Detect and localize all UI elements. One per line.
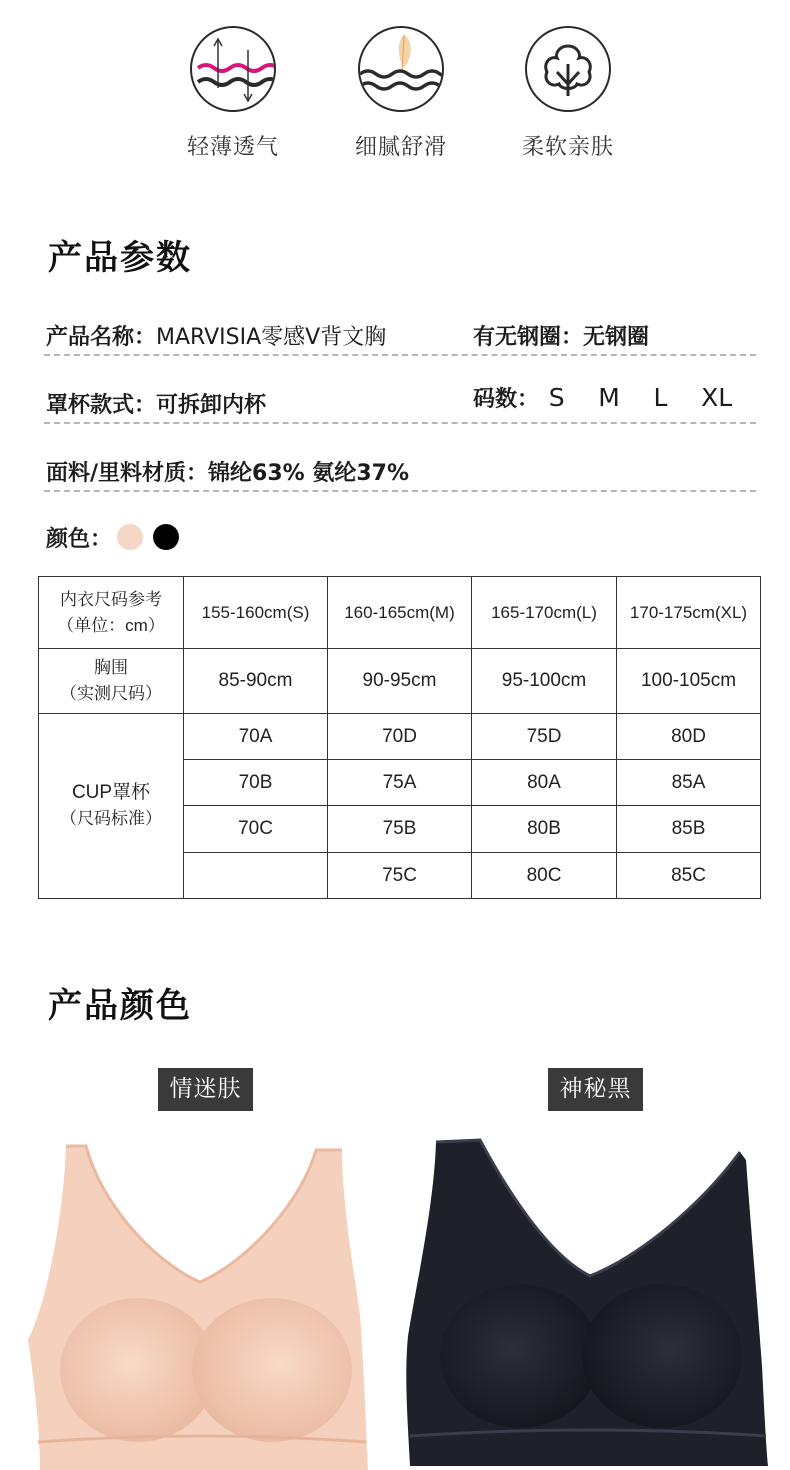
cup-cell: 70D [328, 714, 472, 760]
cup-cell: 75C [328, 853, 472, 899]
header-line: （实测尺码） [60, 684, 162, 703]
header-line: （单位：cm） [57, 615, 165, 635]
breathable-wave-icon [190, 26, 276, 112]
bust-row [39, 649, 761, 714]
cup-style-row [46, 388, 266, 419]
cup-cell: 75D [472, 714, 617, 760]
feature-smooth [336, 26, 466, 161]
skin-bra-image [20, 1140, 400, 1470]
range-cell: 155-160cm(S) [184, 577, 328, 649]
divider [44, 490, 756, 492]
wire-value: 无钢圈 [583, 325, 650, 350]
product-name-value: MARVISIA零感V背文胸 [156, 325, 387, 350]
divider [44, 422, 756, 424]
cup-cell: 85C [617, 853, 761, 899]
size-option: S [548, 383, 565, 412]
size-option: M [598, 383, 620, 412]
divider [44, 354, 756, 356]
cup-cell: 70B [184, 760, 328, 806]
feature-wave-icon [358, 26, 444, 112]
table-header-cell [39, 577, 184, 649]
header-line: CUP罩杯 [71, 782, 151, 803]
wire-label: 有无钢圈： [473, 325, 584, 350]
header-line: 胸围 [94, 658, 128, 677]
color-label: 颜色： [46, 527, 113, 552]
black-bra-image [400, 1136, 780, 1466]
cup-cell [184, 853, 328, 899]
cup-cell: 80D [617, 714, 761, 760]
material-label: 面料/里料材质： [46, 461, 209, 486]
range-cell: 165-170cm(L) [472, 577, 617, 649]
cup-cell: 80C [472, 853, 617, 899]
feature-breathable [168, 26, 298, 161]
material-row [46, 456, 409, 487]
bust-header-cell [39, 649, 184, 714]
bust-cell: 85-90cm [184, 649, 328, 714]
range-cell: 170-175cm(XL) [617, 577, 761, 649]
feature-label: 柔软亲肤 [521, 135, 614, 160]
size-table [38, 576, 761, 899]
bust-cell: 100-105cm [617, 649, 761, 714]
cup-cell: 70A [184, 714, 328, 760]
colors-title: 产品颜色 [48, 986, 192, 1026]
header-line: 内衣尺码参考 [60, 589, 162, 609]
cup-row [39, 714, 761, 760]
feature-label: 轻薄透气 [186, 135, 279, 160]
size-option: L [653, 383, 668, 412]
cup-cell: 75A [328, 760, 472, 806]
color-tag-skin: 情迷肤 [158, 1068, 253, 1111]
wire-row [473, 320, 649, 351]
table-header-row [39, 577, 761, 649]
params-title: 产品参数 [48, 238, 192, 278]
cup-header-cell [39, 714, 184, 899]
cup-cell: 80B [472, 806, 617, 853]
cup-cell: 70C [184, 806, 328, 853]
feature-soft [503, 26, 633, 161]
color-swatch-black[interactable] [153, 524, 179, 550]
cup-cell: 75B [328, 806, 472, 853]
size-option: XL [701, 383, 733, 412]
cup-style-label: 罩杯款式： [46, 393, 157, 418]
material-value: 锦纶63% 氨纶37% [208, 461, 410, 486]
cup-cell: 85B [617, 806, 761, 853]
size-label: 码数： [473, 387, 540, 412]
product-name-row [46, 320, 386, 351]
bust-cell: 95-100cm [472, 649, 617, 714]
range-cell: 160-165cm(M) [328, 577, 472, 649]
cup-cell: 85A [617, 760, 761, 806]
feature-label: 细腻舒滑 [354, 135, 447, 160]
cup-style-value: 可拆卸内杯 [156, 393, 267, 418]
size-row [473, 382, 732, 413]
cotton-flower-icon [525, 26, 611, 112]
product-name-label: 产品名称： [46, 325, 157, 350]
bust-cell: 90-95cm [328, 649, 472, 714]
header-line: （尺码标准） [60, 809, 162, 828]
color-tag-black: 神秘黑 [548, 1068, 643, 1111]
color-swatch-skin[interactable] [117, 524, 143, 550]
cup-cell: 80A [472, 760, 617, 806]
